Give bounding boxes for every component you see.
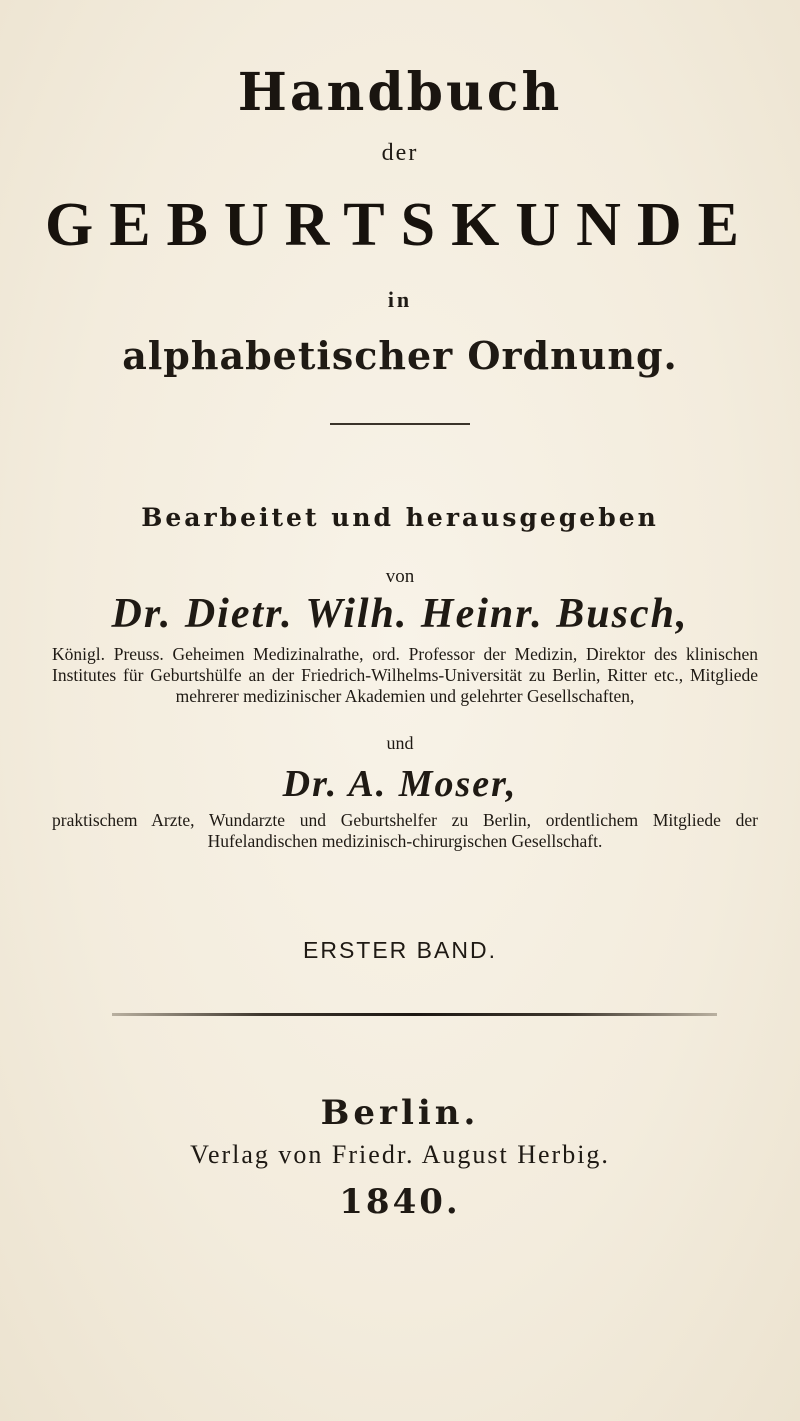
imprint-city: Berlin.	[320, 1093, 480, 1133]
author1-description: Königl. Preuss. Geheimen Medizinalrathe, ord. Professor der Medizin, Direktor des klinischen Institutes für Geburtshülfe an der Friedrich-Wilhelms-Universität zu Berlin, Ritter etc., Mitgliede mehrerer medizinischer Akademien und gelehrter Gesellschaften,	[52, 644, 758, 706]
title-arrangement: alphabetischer Ordnung.	[122, 333, 678, 378]
author2-description: praktischem Arzte, Wundarzte und Geburtshelfer zu Berlin, ordentlichem Mitgliede der Hufelandischen medizinisch-chirurgischen Gesellschaft.	[52, 810, 758, 851]
long-divider	[112, 1013, 717, 1016]
volume-label: ERSTER BAND.	[303, 937, 497, 963]
title-preposition: in	[387, 287, 413, 312]
und-word: und	[386, 733, 414, 753]
book-subject: GEBURTSKUNDE	[44, 191, 756, 259]
short-divider	[330, 423, 470, 425]
author1-name: Dr. Dietr. Wilh. Heinr. Busch,	[111, 591, 689, 637]
book-title: Handbuch	[237, 62, 563, 123]
author2-name: Dr. A. Moser,	[282, 763, 518, 805]
von-word: von	[385, 566, 415, 587]
imprint-publisher: Verlag von Friedr. August Herbig.	[190, 1140, 610, 1169]
edited-by-line: Bearbeitet und herausgegeben	[141, 503, 659, 532]
imprint-year: 1840.	[339, 1182, 461, 1222]
title-article: der	[381, 140, 419, 166]
